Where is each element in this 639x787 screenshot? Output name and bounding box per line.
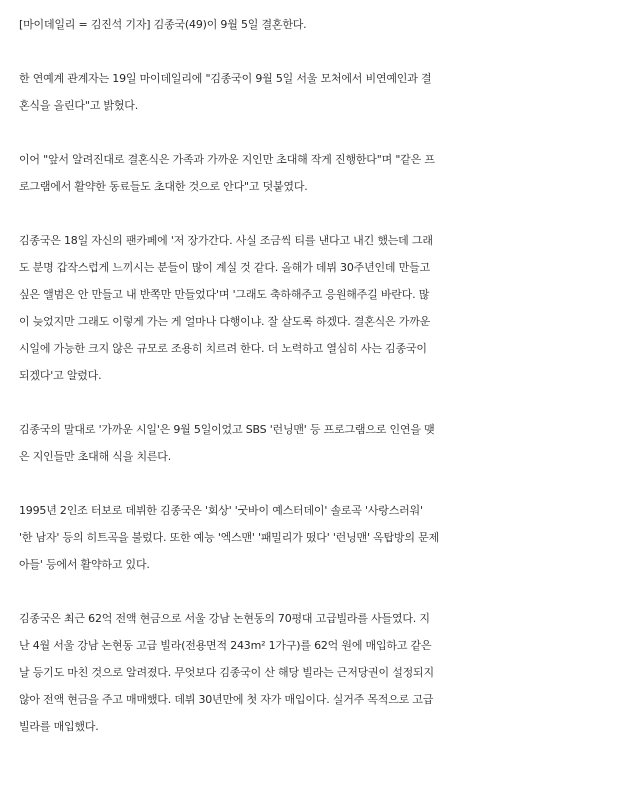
paragraph-7	[19, 605, 631, 740]
text-line: 김종국은 최근 62억 전액 현금으로 서울 강남 논현동의 70평대 고급빌라를 사들였다. 지	[19, 612, 430, 625]
text-line: [마이데일리 = 김진석 기자] 김종국(49)이 9월 5일 결혼한다.	[19, 18, 307, 31]
paragraph-1	[19, 11, 631, 38]
text-line: 빌라를 매입했다.	[19, 720, 99, 733]
paragraph-4	[19, 227, 631, 389]
paragraph-3	[19, 146, 631, 200]
text-line: 난 4월 서울 강남 논현동 고급 빌라(전용면적 243m² 1가구)를 62억 원에 매입하고 같은	[19, 639, 432, 652]
text-line: 이어 "앞서 알려진대로 결혼식은 가족과 가까운 지인만 초대해 작게 진행한다"며 "같은 프	[19, 153, 435, 166]
text-line: 1995년 2인조 터보로 데뷔한 김종국은 '회상' '굿바이 예스터데이' 솔로곡 '사랑스러워'	[19, 504, 423, 517]
text-line: 한 연예계 관계자는 19일 마이데일리에 "김종국이 9월 5일 서울 모처에서 비연예인과 결	[19, 72, 432, 85]
text-line: 혼식을 올린다"고 밝혔다.	[19, 99, 139, 112]
paragraph-2	[19, 65, 631, 119]
text-line: 아들' 등에서 활약하고 있다.	[19, 558, 150, 571]
paragraph-6	[19, 497, 631, 578]
text-line: 김종국은 18일 자신의 팬카페에 '저 장가간다. 사실 조금씩 티를 낸다고 내긴 했는데 그래	[19, 234, 433, 247]
text-line: 되겠다'고 알렸다.	[19, 369, 102, 382]
text-line: '한 남자' 등의 히트곡을 불렀다. 또한 예능 '엑스맨' '패밀리가 떴다' '런닝맨' 옥탑방의 문제	[19, 531, 439, 544]
text-line: 로그램에서 활약한 동료들도 초대한 것으로 안다"고 덧붙였다.	[19, 180, 308, 193]
text-line: 김종국의 말대로 '가까운 시일'은 9월 5일이었고 SBS '런닝맨' 등 프로그램으로 인연을 맺	[19, 423, 435, 436]
text-line: 이 늦었지만 그래도 이렇게 가는 게 얼마나 다행이냐. 잘 살도록 하겠다. 결혼식은 가까운	[19, 315, 431, 328]
article-body	[19, 11, 631, 767]
text-line: 은 지인들만 초대해 식을 치른다.	[19, 450, 172, 463]
text-line: 않아 전액 현금을 주고 매매했다. 데뷔 30년만에 첫 자가 매입이다. 실거주 목적으로 고급	[19, 693, 434, 706]
text-line: 싶은 앨범은 안 만들고 내 반쪽만 만들었다'며 '그래도 축하해주고 응원해주길 바란다. 많	[19, 288, 430, 301]
paragraph-5	[19, 416, 631, 470]
text-line: 도 분명 갑작스럽게 느끼시는 분들이 많이 계실 것 같다. 올해가 데뷔 30주년인데 만들고	[19, 261, 430, 274]
text-line: 날 등기도 마친 것으로 알려졌다. 무엇보다 김종국이 산 해당 빌라는 근저당권이 설정되지	[19, 666, 434, 679]
text-line: 시일에 가능한 크지 않은 규모로 조용히 치르려 한다. 더 노력하고 열심히 사는 김종국이	[19, 342, 427, 355]
